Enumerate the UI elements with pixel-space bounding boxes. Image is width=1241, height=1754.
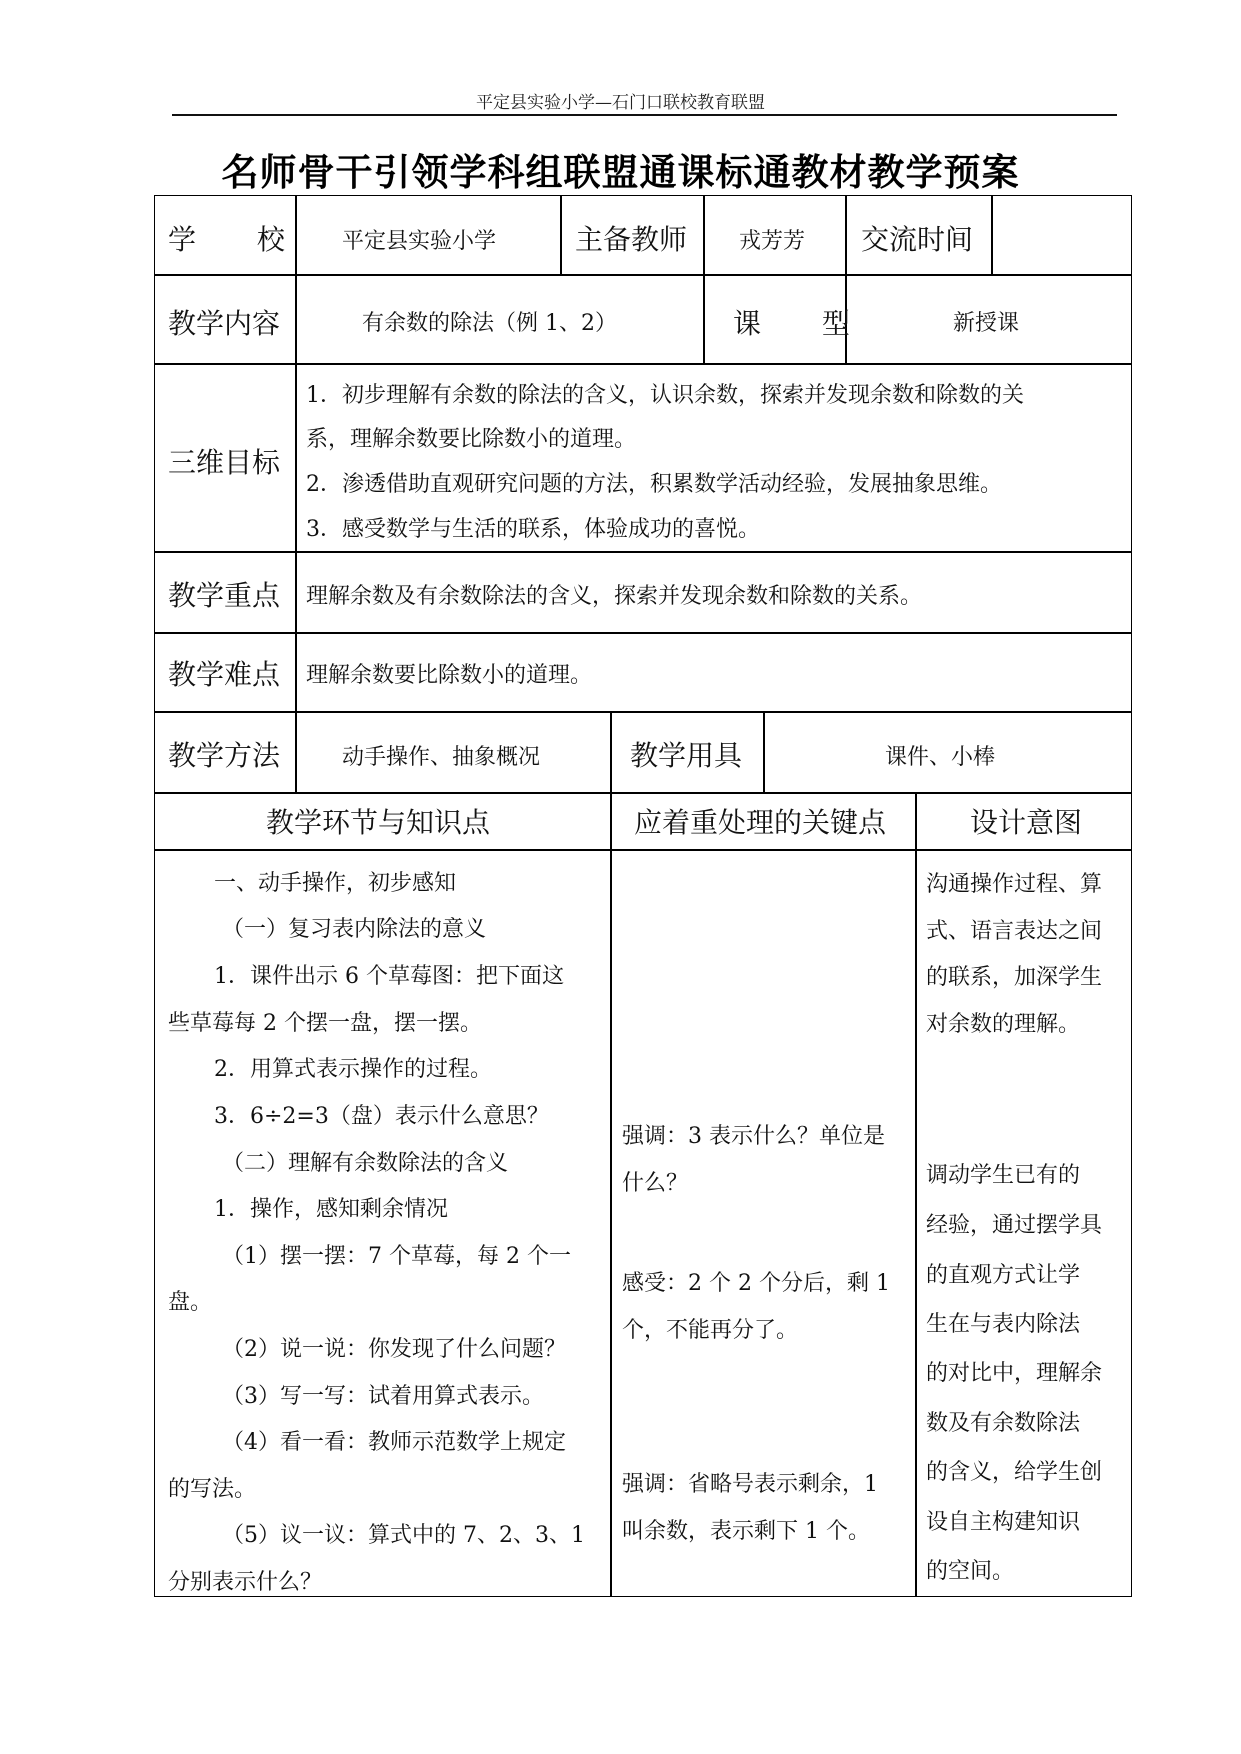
intent-line: 设自主构建知识: [926, 1510, 1081, 1535]
row-divider: [155, 363, 1131, 365]
step-line: 1．操作，感知剩余情况: [214, 1197, 448, 1222]
col-divider: [915, 792, 917, 1596]
key-value: 理解余数及有余数除法的含义，探索并发现余数和除数的关系。: [306, 584, 923, 609]
col-divider: [295, 196, 297, 792]
key-point-line: 强调：省略号表示剩余，1: [622, 1472, 878, 1497]
step-line: 盘。: [168, 1290, 213, 1315]
col-divider: [560, 196, 562, 274]
key-point-line: 个，不能再分了。: [622, 1318, 799, 1343]
column-header-key-points: 应着重处理的关键点: [634, 806, 887, 839]
intent-line: 的空间。: [926, 1559, 1015, 1584]
goal-line: 2．渗透借助直观研究问题的方法，积累数学活动经验，发展抽象思维。: [306, 472, 1002, 497]
intent-line: 调动学生已有的: [926, 1163, 1081, 1188]
intent-line: 沟通操作过程、算: [926, 872, 1103, 897]
step-line: 3．6÷2=3（盘）表示什么意思？: [214, 1104, 549, 1129]
goal-line: 系，理解余数要比除数小的道理。: [306, 427, 637, 452]
type-label: 课 型: [733, 307, 876, 340]
content-label: 教学内容: [168, 307, 281, 340]
key-label: 教学重点: [168, 579, 281, 612]
teacher-value: 戎芳芳: [739, 229, 806, 254]
row-divider: [155, 849, 1131, 851]
goal-line: 3．感受数学与生活的联系，体验成功的喜悦。: [306, 517, 760, 542]
intent-line: 数及有余数除法: [926, 1411, 1081, 1436]
intent-line: 经验，通过摆学具: [926, 1213, 1103, 1238]
intent-line: 的联系，加深学生: [926, 965, 1103, 990]
key-point-line: 感受：2 个 2 个分后，剩 1: [622, 1271, 890, 1296]
step-line: （二）理解有余数除法的含义: [222, 1151, 509, 1176]
step-line: （4）看一看：教师示范数学上规定: [222, 1430, 566, 1455]
content-value: 有余数的除法（例 1、2）: [362, 311, 617, 336]
method-value: 动手操作、抽象概况: [342, 745, 541, 770]
goals-label: 三维目标: [168, 446, 281, 479]
method-label: 教学方法: [168, 739, 281, 772]
school-label: 学 校: [168, 223, 311, 256]
step-line: （一）复习表内除法的意义: [222, 917, 487, 942]
row-divider: [155, 632, 1131, 634]
column-header-steps: 教学环节与知识点: [266, 806, 491, 839]
col-divider: [991, 196, 993, 274]
step-line: 2．用算式表示操作的过程。: [214, 1057, 492, 1082]
key-point-line: 叫余数，表示剩下 1 个。: [622, 1519, 870, 1544]
intent-line: 对余数的理解。: [926, 1012, 1081, 1037]
difficulty-label: 教学难点: [168, 658, 281, 691]
tools-value: 课件、小棒: [885, 745, 996, 770]
step-line: 1．课件出示 6 个草莓图：把下面这: [214, 964, 564, 989]
intent-line: 的对比中，理解余: [926, 1361, 1103, 1386]
key-point-line: 什么？: [622, 1171, 689, 1196]
intent-line: 的含义，给学生创: [926, 1460, 1103, 1485]
step-line: （3）写一写：试着用算式表示。: [222, 1384, 544, 1409]
goal-line: 1．初步理解有余数的除法的含义，认识余数，探索并发现余数和除数的关: [306, 383, 1024, 408]
union-header: 平定县实验小学—石门口联校教育联盟: [476, 93, 765, 113]
step-line: （1）摆一摆：7 个草莓，每 2 个一: [222, 1244, 571, 1269]
step-line: 分别表示什么？: [168, 1570, 323, 1595]
step-line: 些草莓每 2 个摆一盘，摆一摆。: [168, 1011, 482, 1036]
intent-line: 的直观方式让学: [926, 1263, 1081, 1288]
col-divider: [703, 196, 705, 363]
step-line: （5）议一议：算式中的 7、2、3、1: [222, 1523, 585, 1548]
step-line: （2）说一说：你发现了什么问题？: [222, 1337, 566, 1362]
page-title: 名师骨干引领学科组联盟通课标通教材教学预案: [221, 151, 1020, 194]
tools-label: 教学用具: [630, 739, 743, 772]
col-divider: [610, 711, 612, 1596]
time-label: 交流时间: [861, 223, 974, 256]
difficulty-value: 理解余数要比除数小的道理。: [306, 663, 593, 688]
row-divider: [155, 711, 1131, 713]
column-header-intent: 设计意图: [970, 806, 1083, 839]
col-divider: [763, 711, 765, 792]
row-divider: [155, 274, 1131, 276]
step-line: 的写法。: [168, 1477, 257, 1502]
key-point-line: 强调：3 表示什么？单位是: [622, 1124, 885, 1149]
type-value: 新授课: [953, 311, 1020, 336]
intent-line: 生在与表内除法: [926, 1312, 1081, 1337]
header-rule: [172, 114, 1117, 116]
school-value: 平定县实验小学: [342, 229, 497, 254]
step-line: 一、动手操作，初步感知: [214, 871, 457, 896]
row-divider: [155, 792, 1131, 794]
intent-line: 式、语言表达之间: [926, 919, 1103, 944]
teacher-label: 主备教师: [575, 223, 688, 256]
